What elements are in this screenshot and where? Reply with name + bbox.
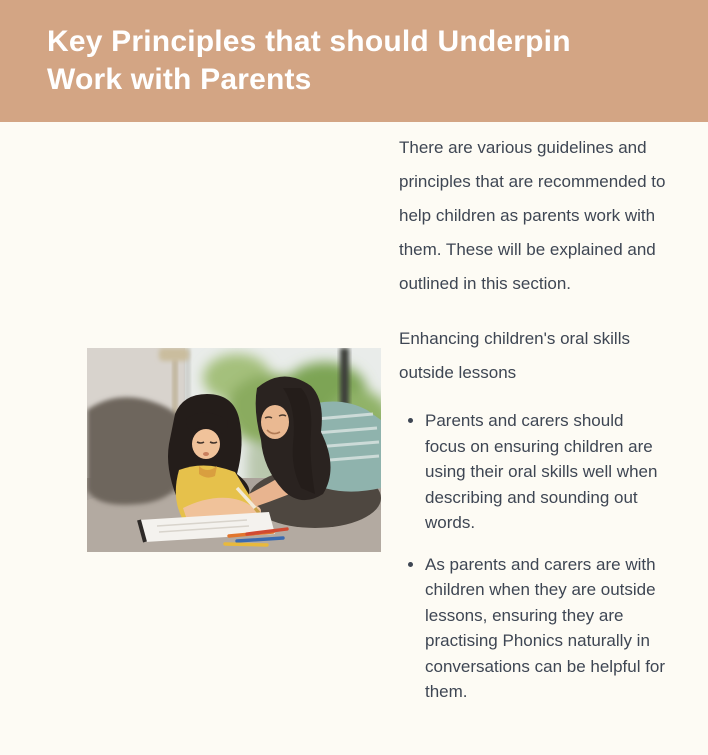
- principles-list: [399, 408, 667, 705]
- photo-illustration: [87, 348, 381, 552]
- subheading-paragraph: Enhancing children's oral skills outside lessons: [399, 329, 630, 382]
- list-item: • As parents and carers are with children when they are outside lessons, ensuring they are practising Phonics naturally in conversations can be helpful for them.: [425, 552, 667, 705]
- page-title: Key Principles that should Underpin Work with Parents: [47, 25, 571, 96]
- body-text-column: [399, 131, 667, 721]
- photo-parent-child: [87, 348, 381, 552]
- section-header-banner: [0, 0, 708, 122]
- list-item: • Parents and carers should focus on ensuring children are using their oral skills well when describing and sounding out words.: [425, 408, 667, 536]
- intro-paragraph: There are various guidelines and principles that are recommended to help children as parents work with them. These will be explained and outlined in this section.: [399, 138, 666, 293]
